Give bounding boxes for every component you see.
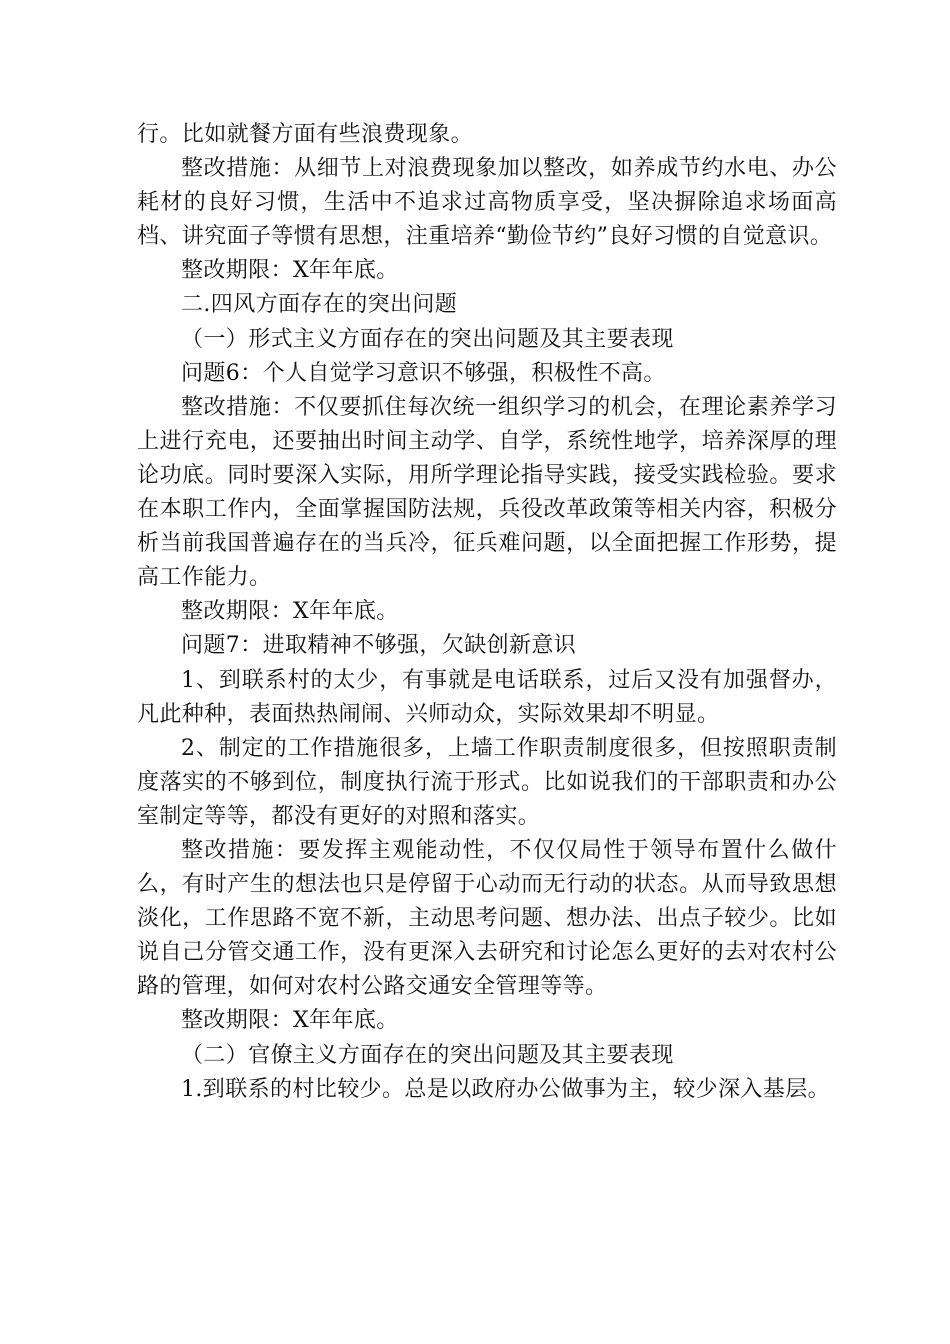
paragraph: 整改措施：不仅要抓住每次统一组织学习的机会，在理论素养学习上进行充电，还要抽出时间主动学、自学，系统性地学，培养深厚的理论功底。同时要深入实际，用所学理论指导实践，接受实践检验。要求在本职工作内，全面掌握国防法规，兵役改革政策等相关内容，积极分析当前我国普遍存在的当兵冷，征兵难问题，以全面把握工作形势，提高工作能力。 xyxy=(137,394,837,591)
paragraph: 整改措施：要发挥主观能动性，不仅仅局性于领导布置什么做什么，有时产生的想法也只是停留于心动而无行动的状态。从而导致思想淡化，工作思路不宽不新，主动思考问题、想办法、出点子较少。比如说自己分管交通工作，没有更深入去研究和讨论怎么更好的去对农村公路的管理，如何对农村公路交通安全管理等等。 xyxy=(137,837,837,1000)
paragraph: 问题6：个人自觉学习意识不够强，积极性不高。 xyxy=(181,360,666,386)
paragraph: （二）官僚主义方面存在的突出问题及其主要表现 xyxy=(181,1042,674,1068)
paragraph: 1.到联系的村比较少。总是以政府办公做事为主，较少深入基层。 xyxy=(181,1076,830,1102)
paragraph: 整改期限：X年年底。 xyxy=(181,1008,399,1034)
paragraph: 问题7：进取精神不够强，欠缺创新意识 xyxy=(181,633,577,659)
paragraph: 二.四风方面存在的突出问题 xyxy=(181,292,458,318)
paragraph: （一）形式主义方面存在的突出问题及其主要表现 xyxy=(181,326,674,352)
paragraph: 整改措施：从细节上对浪费现象加以整改，如养成节约水电、办公耗材的良好习惯，生活中不追求过高物质享受，坚决摒除追求场面高档、讲究面子等惯有思想，注重培养“勤俭节约”良好习惯的自觉意识。 xyxy=(137,156,837,250)
document-body xyxy=(137,118,837,1107)
paragraph: 2、制定的工作措施很多，上墙工作职责制度很多，但按照职责制度落实的不够到位，制度执行流于形式。比如说我们的干部职责和办公室制定等等，都没有更好的对照和落实。 xyxy=(137,735,837,829)
paragraph: 整改期限：X年年底。 xyxy=(181,599,399,625)
paragraph: 行。比如就餐方面有些浪费现象。 xyxy=(137,122,474,147)
paragraph: 整改期限：X年年底。 xyxy=(181,258,399,284)
paragraph: 1、到联系村的太少，有事就是电话联系，过后又没有加强督办，凡此种种，表面热热闹闹、兴师动众，实际效果却不明显。 xyxy=(137,667,837,727)
